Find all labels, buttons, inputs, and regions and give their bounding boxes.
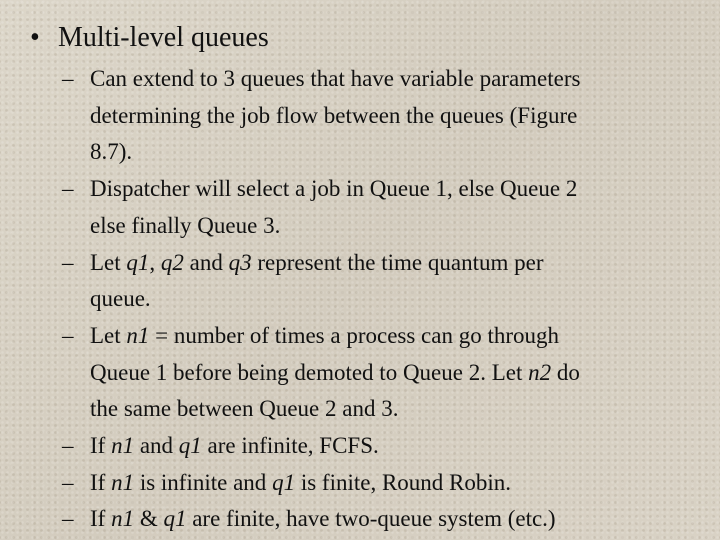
variable-n1: n1 bbox=[111, 469, 135, 495]
variable-n1: n1 bbox=[111, 506, 135, 532]
text-span: , bbox=[149, 249, 161, 275]
dash-icon: – bbox=[62, 66, 74, 91]
text-span: 8.7). bbox=[90, 139, 133, 165]
text-line bbox=[62, 465, 702, 502]
text-span: and bbox=[183, 249, 229, 275]
text-span: determining the job flow between the queues (Figure bbox=[90, 102, 578, 128]
variable-q1: q1 bbox=[178, 433, 202, 459]
text-line bbox=[62, 171, 702, 208]
variable-n1: n1 bbox=[111, 433, 135, 459]
text-span: the same between Queue 2 and 3. bbox=[90, 396, 399, 422]
sub-bullet-item bbox=[62, 245, 702, 318]
text-span: If bbox=[90, 433, 112, 459]
text-span: are finite, have two-queue system (etc.) bbox=[186, 506, 556, 532]
text-line bbox=[62, 318, 702, 355]
dash-icon: – bbox=[62, 249, 74, 275]
text-span: Queue 1 before being demoted to Queue 2. Let bbox=[90, 359, 529, 385]
text-line bbox=[62, 61, 702, 98]
text-span: If bbox=[90, 469, 112, 495]
variable-n1: n1 bbox=[126, 322, 150, 348]
text-line bbox=[62, 134, 702, 171]
text-line bbox=[62, 428, 702, 465]
variable-n2: n2 bbox=[528, 359, 552, 385]
text-line bbox=[62, 245, 702, 282]
text-line bbox=[62, 281, 702, 318]
sub-bullet-item bbox=[62, 61, 702, 171]
dash-icon: – bbox=[62, 322, 74, 348]
text-span: is finite, Round Robin. bbox=[295, 469, 512, 495]
slide-heading: Multi-level queues bbox=[58, 22, 269, 53]
variable-q1: q1 bbox=[272, 469, 296, 495]
text-span: = number of times a process can go through bbox=[149, 322, 560, 348]
dash-icon: – bbox=[62, 506, 74, 532]
variable-q1: q1 bbox=[126, 249, 150, 275]
variable-q3: q3 bbox=[228, 249, 252, 275]
text-span: & bbox=[134, 506, 164, 532]
text-span: queue. bbox=[90, 286, 151, 312]
sub-bullet-list bbox=[62, 61, 702, 538]
dash-icon: – bbox=[62, 176, 74, 202]
text-span: Let bbox=[90, 322, 127, 348]
sub-bullet-item bbox=[62, 501, 702, 538]
text-line bbox=[62, 501, 702, 538]
bullet-icon: • bbox=[30, 22, 40, 53]
variable-q2: q2 bbox=[160, 249, 184, 275]
text-span: Let bbox=[90, 249, 127, 275]
text-span: do bbox=[551, 359, 580, 385]
main-bullet bbox=[30, 18, 269, 58]
sub-bullet-item bbox=[62, 318, 702, 428]
dash-icon: – bbox=[62, 433, 74, 459]
text-span: represent the time quantum per bbox=[251, 249, 544, 275]
text-span: If bbox=[90, 506, 112, 532]
text-span: is infinite and bbox=[134, 469, 273, 495]
text-span: are infinite, FCFS. bbox=[201, 433, 379, 459]
text-line bbox=[62, 355, 702, 392]
text-line bbox=[62, 208, 702, 245]
sub-bullet-item bbox=[62, 465, 702, 502]
sub-bullet-item bbox=[62, 428, 702, 465]
text-span: and bbox=[134, 433, 179, 459]
text-span: Dispatcher will select a job in Queue 1, else Queue 2 bbox=[90, 176, 578, 202]
text-line bbox=[62, 98, 702, 135]
sub-bullet-item bbox=[62, 171, 702, 244]
variable-q1: q1 bbox=[163, 506, 187, 532]
dash-icon: – bbox=[62, 469, 74, 495]
text-span: Can extend to 3 queues that have variable parameters bbox=[90, 66, 581, 91]
text-line bbox=[62, 391, 702, 428]
text-span: else finally Queue 3. bbox=[90, 212, 281, 238]
